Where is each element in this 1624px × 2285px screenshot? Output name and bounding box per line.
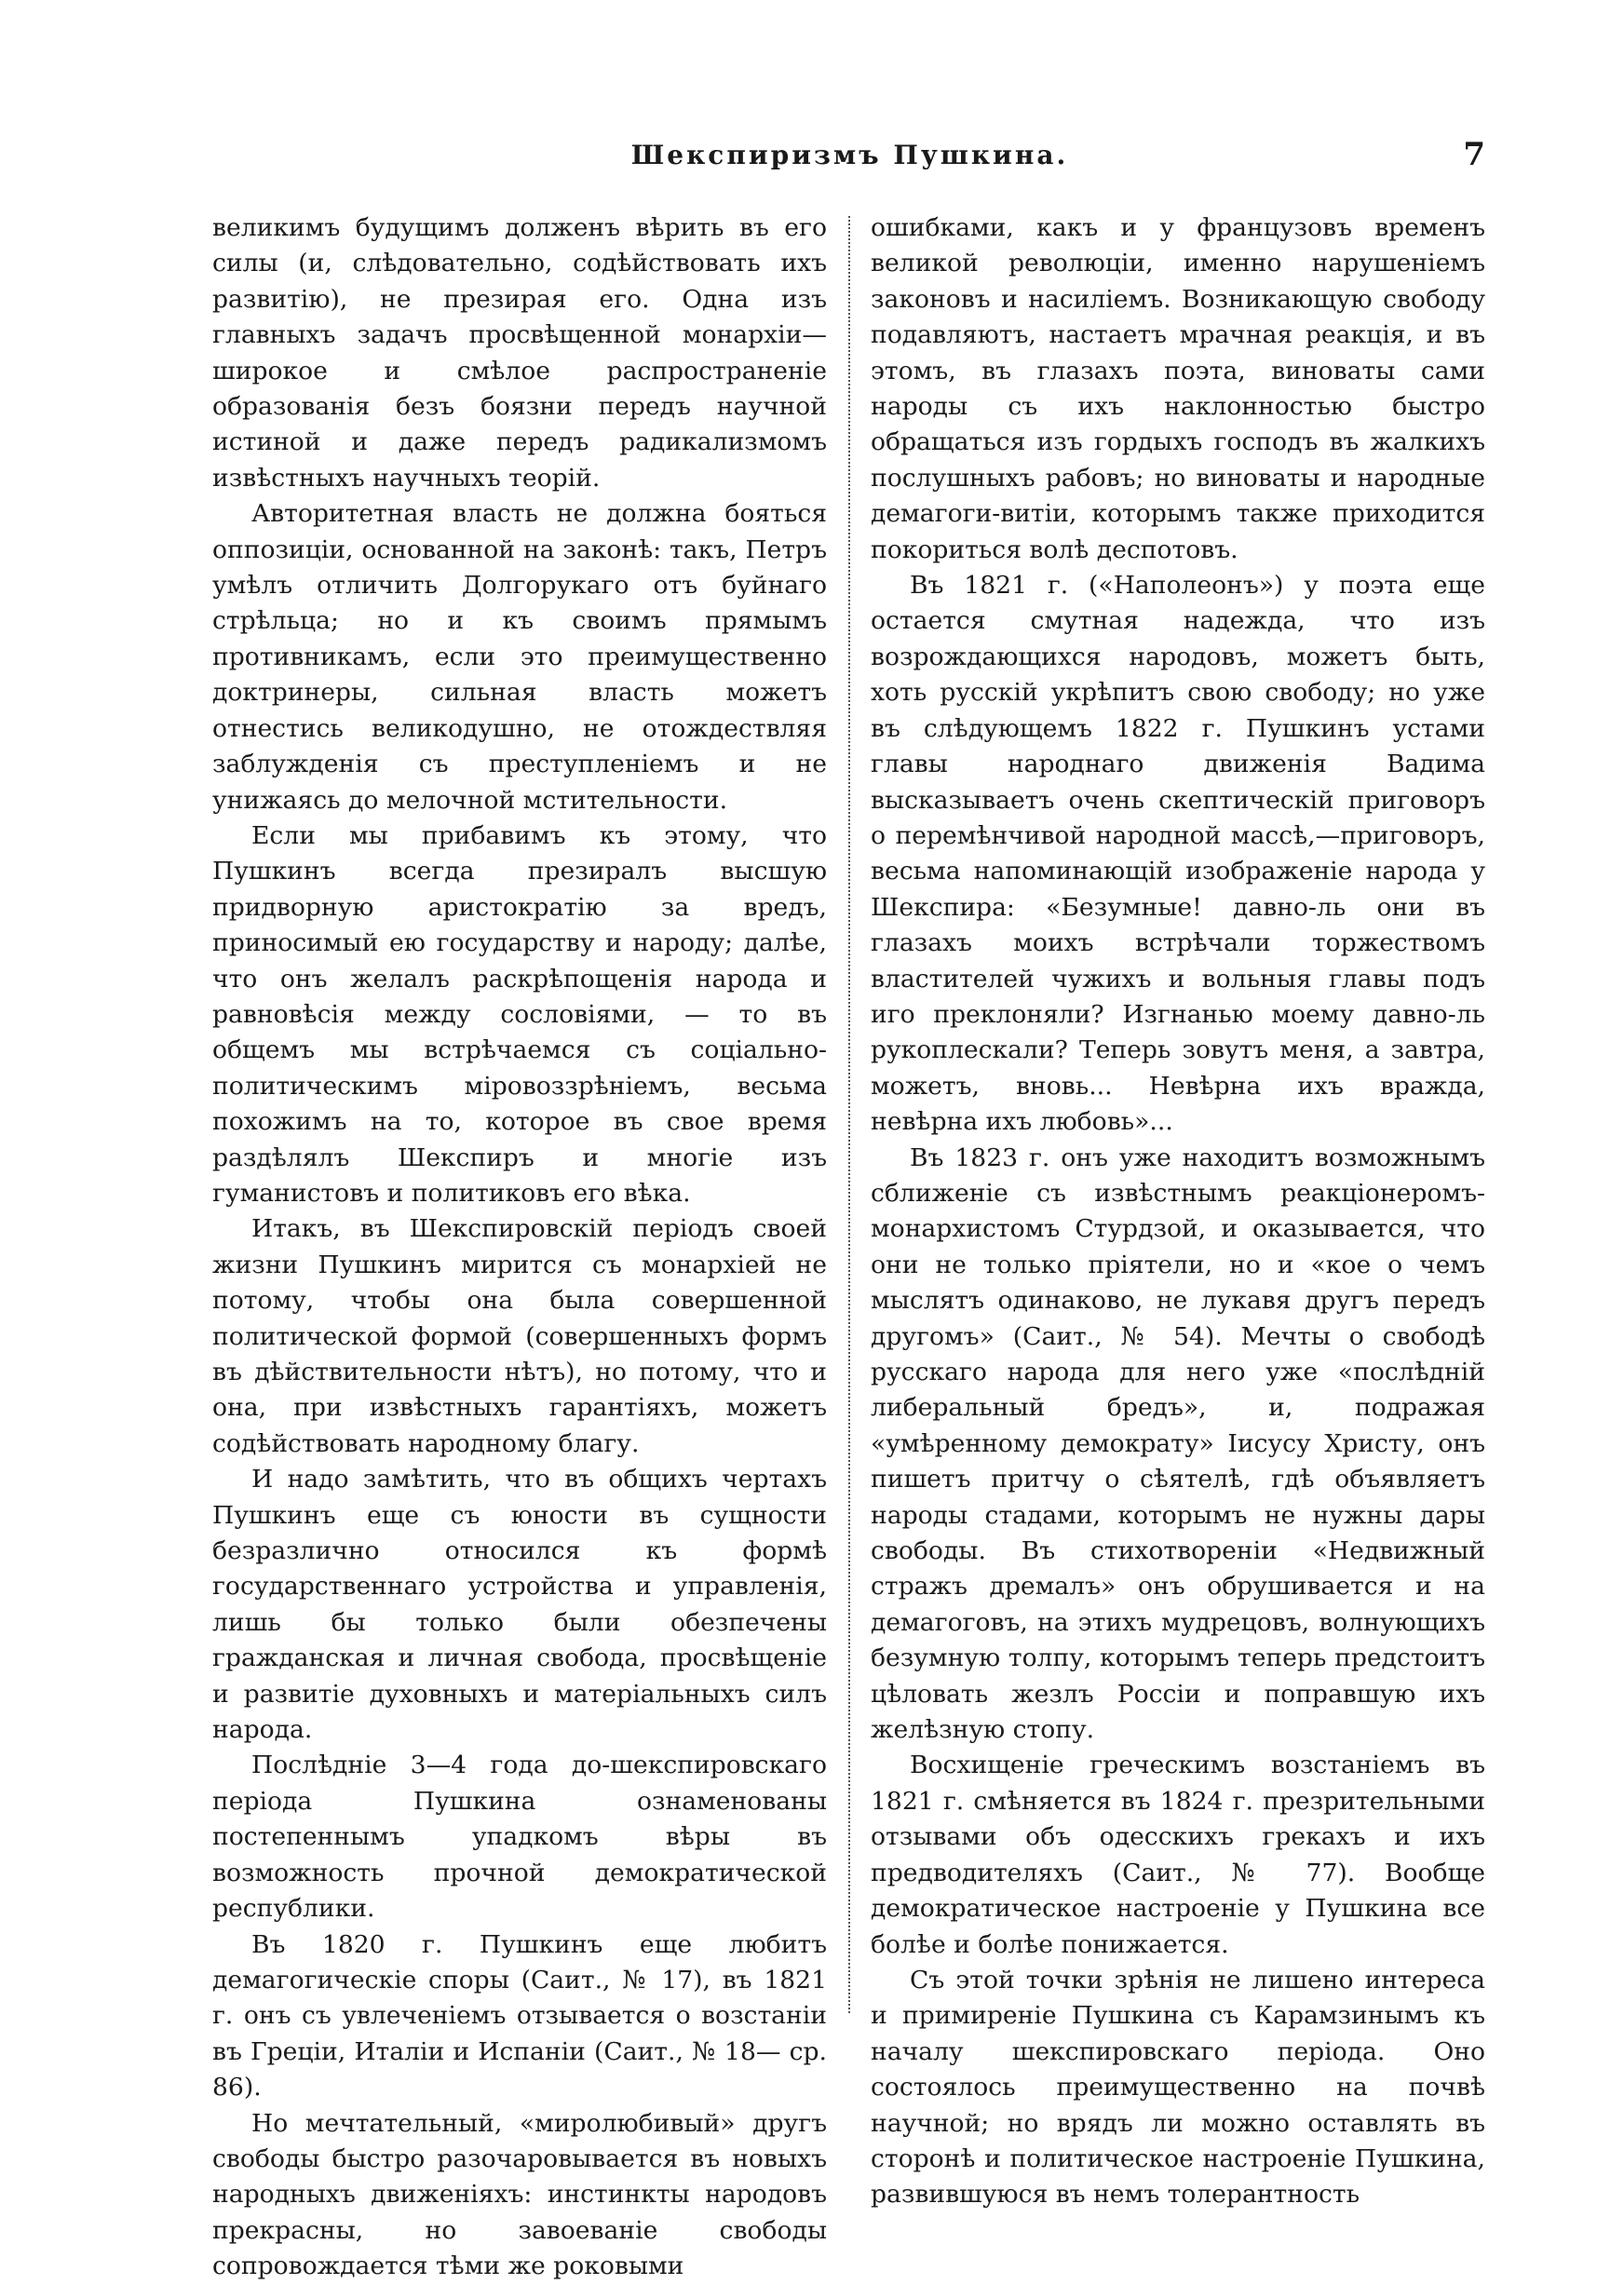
paragraph: Въ 1823 г. онъ уже находитъ возможнымъ сближеніе съ извѣстнымъ реакціонеромъ-монархистомъ Стурдзой, и оказывается, что они не только пріятели, но и «кое о чемъ мыслятъ одинаково, не лукавя другъ передъ другомъ» (Саит., № 54). Мечты о свободѣ русскаго народа для него уже «послѣдній либеральный бредъ», и, подражая «умѣренному демократу» Іисусу Христу, онъ пишетъ притчу о сѣятелѣ, гдѣ объявляетъ народы стадами, которымъ не нужны дары свободы. Въ стихотвореніи «Недвижный стражъ дремалъ» онъ обрушивается и на демагоговъ, на этихъ мудрецовъ, волнующихъ безумную толпу, которымъ теперь предстоитъ цѣловать жезлъ Россіи и поправшую ихъ желѣзную стопу. [871,1142,1485,1745]
paragraph: Послѣдніе 3—4 года до-шекспировскаго періода Пушкина ознаменованы постепеннымъ упадкомъ вѣры въ возможность прочной демократической республики. [212,1751,827,1924]
paragraph: ошибками, какъ и у французовъ временъ великой революціи, именно нарушеніемъ законовъ и насиліемъ. Возникающую свободу подавляютъ, настаетъ мрачная реакція, и въ этомъ, въ глазахъ поэта, виноваты сами народы съ ихъ наклонностью быстро обращаться изъ гордыхъ господъ въ жалкихъ послушныхъ рабовъ; но виноваты и народные демагоги-витіи, которымъ также приходится покориться волѣ деспотовъ. [871,213,1485,564]
running-title: Шекспиризмъ Пушкина. [630,140,1069,170]
paragraph: Въ 1821 г. («Наполеонъ») у поэта еще остается смутная надежда, что изъ возрождающихся народовъ, можетъ быть, хоть русскій укрѣпитъ свою свободу; но уже въ слѣдующемъ 1822 г. Пушкинъ устами главы народнаго движенія Вадима высказываетъ очень скептическій приговоръ о перемѣнчивой народной массѣ,—приговоръ, весьма напоминающій изображеніе народа у Шекспира: «Безумные! давно-ль они въ глазахъ моихъ встрѣчали торжествомъ властителей чужихъ и вольныя главы подъ иго преклоняли? Изгнанью моему давно-ль рукоплескали? Теперь зовутъ меня, а завтра, можетъ, вновь... Невѣрна ихъ вражда, невѣрна ихъ любовь»... [871,571,1485,1137]
paragraph: Съ этой точки зрѣнія не лишено интереса и примиреніе Пушкина съ Карамзинымъ къ началу шекспировскаго періода. Оно состоялось преимущественно на почвѣ научной; но врядъ ли можно оставлять въ сторонѣ и политическое настроеніе Пушкина, развившуюся въ немъ толерантность [871,1965,1485,2210]
paragraph: Авторитетная власть не должна бояться оппозиціи, основанной на законѣ: такъ, Петръ умѣлъ отличить Долгорукаго отъ буйнаго стрѣльца; но и къ своимъ прямымъ противникамъ, если это преимущественно доктринеры, сильная власть можетъ отнестись великодушно, не отождествляя заблужденія съ преступленіемъ и не унижаясь до мелочной мстительности. [212,499,827,815]
column-divider [848,216,850,2013]
paragraph: Въ 1820 г. Пушкинъ еще любитъ демагогическіе споры (Саит., № 17), въ 1821 г. онъ съ увлеченіемъ отзывается о возстаніи въ Греціи, Италіи и Испаніи (Саит., № 18— ср. 86). [212,1929,827,2102]
paragraph: великимъ будущимъ долженъ вѣрить въ его силы (и, слѣдовательно, содѣйствовать ихъ развитію), не презирая его. Одна изъ главныхъ задачъ просвѣщенной монархіи— широкое и смѣлое распространеніе образованія безъ боязни передъ научной истиной и даже передъ радикализмомъ извѣстныхъ научныхъ теорій. [212,213,827,493]
left-column [212,210,827,2285]
page-number: 7 [1463,136,1485,173]
paragraph: И надо замѣтить, что въ общихъ чертахъ Пушкинъ еще съ юности въ сущности безразлично относился къ формѣ государственнаго устройства и управленія, лишь бы только были обезпечены гражданская и личная свобода, просвѣщеніе и развитіе духовныхъ и матеріальныхъ силъ народа. [212,1465,827,1745]
paragraph: Если мы прибавимъ къ этому, что Пушкинъ всегда презиралъ высшую придворную аристократію за вредъ, приносимый ею государству и народу; далѣе, что онъ желалъ раскрѣпощенія народа и равновѣсія между сословіями, — то въ общемъ мы встрѣчаемся съ соціально-политическимъ міровоззрѣніемъ, весьма похожимъ на то, которое въ свое время раздѣлялъ Шекспиръ и многіе изъ гуманистовъ и политиковъ его вѣка. [212,820,827,1208]
running-head [214,136,1485,177]
paragraph: Восхищеніе греческимъ возстаніемъ въ 1821 г. смѣняется въ 1824 г. презрительными отзывами объ одесскихъ грекахъ и ихъ предводителяхъ (Саит., № 77). Вообще демократическое настроеніе у Пушкина все болѣе и болѣе понижается. [871,1751,1485,1959]
paragraph: Итакъ, въ Шекспировскій періодъ своей жизни Пушкинъ мирится съ монархіей не потому, чтобы она была совершенной политической формой (совершенныхъ формъ въ дѣйствительности нѣтъ), но потому, что и она, при извѣстныхъ гарантіяхъ, можетъ содѣйствовать народному благу. [212,1214,827,1458]
paragraph: Но мечтательный, «миролюбивый» другъ свободы быстро разочаровывается въ новыхъ народныхъ движеніяхъ: инстинкты народовъ прекрасны, но завоеваніе свободы сопровождается тѣми же роковыми [212,2108,827,2281]
right-column [871,210,1485,2213]
